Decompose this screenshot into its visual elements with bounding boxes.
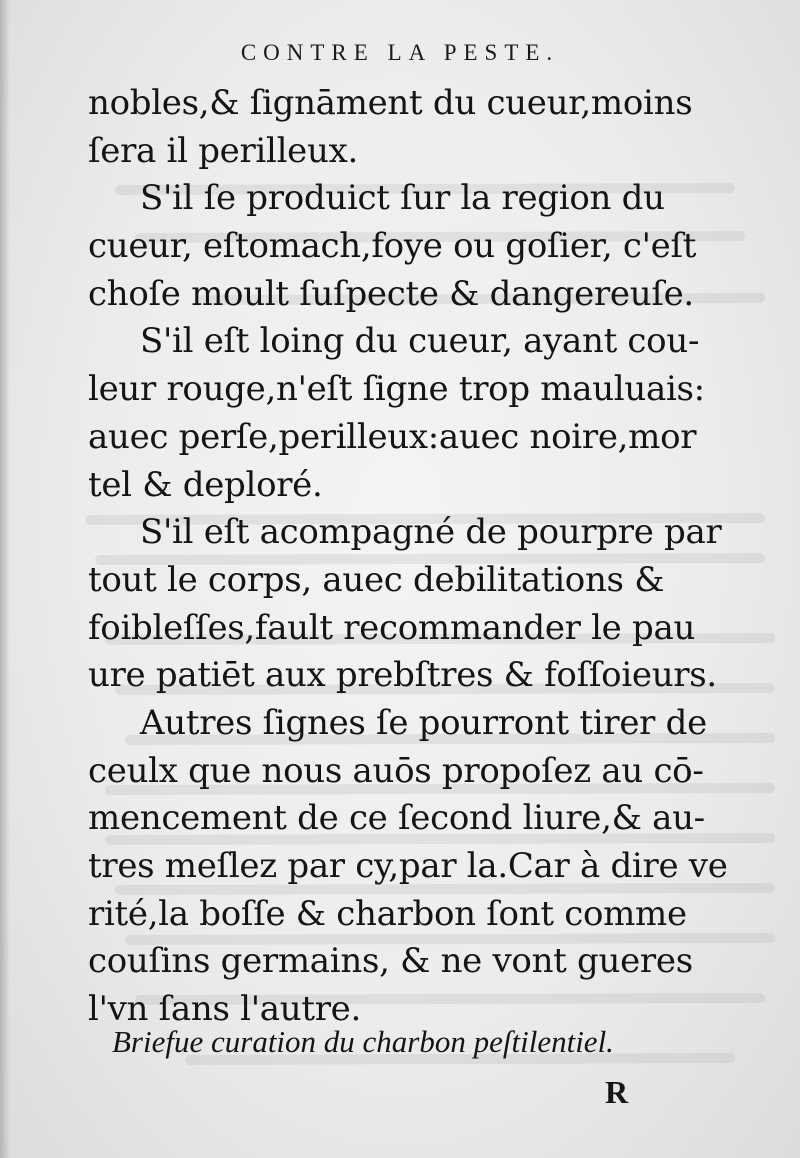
- text-line: tres meſlez par cy,par la.Car à dire ve: [88, 846, 728, 886]
- text-line: cueur, eſtomach,foye ou goſier, c'eſt: [88, 226, 697, 267]
- text-line: auec perſe,perilleux:auec noire,mor: [88, 416, 697, 457]
- text-line: nobles,& ſignāment du cueur,moins: [88, 83, 693, 123]
- text-line: l'vn ſans l'autre.: [88, 989, 361, 1030]
- text-line: S'il eſt acompagné de pourpre par: [140, 512, 722, 553]
- text-line: S'il ſe produict ſur la region du: [140, 178, 665, 219]
- text-line: foibleſſes,fault recommander le pau: [88, 607, 696, 648]
- text-line: choſe moult ſuſpecte & dangereuſe.: [88, 273, 694, 314]
- section-rubric: Briefue curation du charbon peſtilentiel.: [112, 1024, 614, 1059]
- text-line: rité,la boſſe & charbon ſont comme: [88, 893, 687, 934]
- text-line: leur rouge,n'eſt ſigne trop mauluais:: [88, 369, 705, 410]
- body-text: [88, 80, 778, 1034]
- text-line: tel & deploré.: [88, 464, 323, 505]
- text-line: couſins germains, & ne vont gueres: [88, 941, 693, 982]
- page-gutter-shadow: [0, 0, 10, 1158]
- text-line: tout le corps, auec debilitations &: [88, 559, 665, 600]
- running-header: CONTRE LA PESTE.: [240, 40, 560, 65]
- text-line: ure patiēt aux prebſtres & foſſoieurs.: [88, 655, 717, 696]
- text-line: ſera il perilleux.: [88, 130, 358, 171]
- text-line: mencement de ce ſecond liure,& au-: [88, 798, 705, 839]
- text-line: Autres ſignes ſe pourront tirer de: [140, 702, 707, 743]
- text-line: ceulx que nous auōs propoſez au cō-: [88, 750, 704, 791]
- signature-mark: R: [605, 1074, 629, 1110]
- text-line: S'il eſt loing du cueur, ayant cou-: [140, 321, 700, 362]
